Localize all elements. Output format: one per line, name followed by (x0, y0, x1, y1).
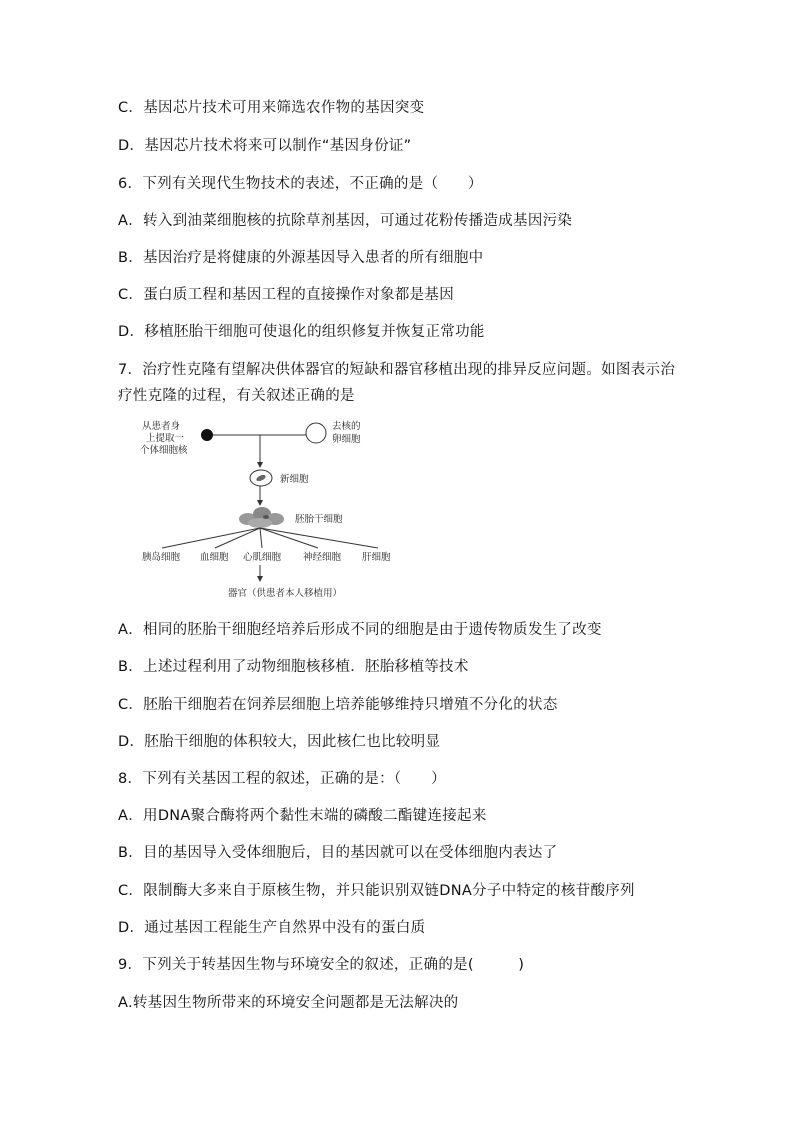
option-8b: B．目的基因导入受体细胞后，目的基因就可以在受体细胞内表达了 (118, 845, 558, 861)
option-6d: D．移植胚胎干细胞可使退化的组织修复并恢复正常功能 (118, 324, 485, 340)
egg-label-1: 去核的 (332, 421, 361, 432)
arrow-head (257, 462, 263, 468)
egg-label-2: 卵细胞 (332, 434, 361, 445)
option-8d: D．通过基因工程能生产自然界中没有的蛋白质 (118, 920, 426, 936)
option-7a: A．相同的胚胎干细胞经培养后形成不同的细胞是由于遗传物质发生了改变 (118, 622, 602, 638)
option-7d: D．胚胎干细胞的体积较大，因此核仁也比较明显 (118, 734, 441, 750)
option-8c: C．限制酶大多来自于原核生物，并只能识别双链DNA分子中特定的核苷酸序列 (118, 883, 635, 899)
nucleus-dot (201, 429, 213, 441)
question-7: 7．治疗性克隆有望解决供体器官的短缺和器官移植出现的排异反应问题。如图表示治 (118, 362, 676, 378)
option-9a: A.转基因生物所带来的环境安全问题都是无法解决的 (118, 995, 459, 1011)
option-7b: B．上述过程利用了动物细胞核移植．胚胎移植等技术 (118, 659, 469, 675)
question-9: 9．下列关于转基因生物与环境安全的叙述，正确的是( ) (118, 957, 525, 973)
stem-cell-label: 胚胎干细胞 (295, 514, 343, 525)
arrow-head (257, 576, 263, 582)
option-6b: B．基因治疗是将健康的外源基因导入患者的所有细胞中 (118, 250, 484, 266)
option-5d: D．基因芯片技术将来可以制作“基因身份证” (118, 138, 412, 154)
source-label-2: 上提取一 (146, 433, 185, 444)
option-5c: C．基因芯片技术可用来筛选农作物的基因突变 (118, 100, 425, 116)
differentiation-arrows (162, 528, 378, 548)
option-8a: A．用DNA聚合酶将两个黏性末端的磷酸二酯键连接起来 (118, 808, 487, 824)
cell-type-nerve: 神经细胞 (303, 552, 342, 563)
stem-cell-cluster (239, 507, 284, 528)
option-6c: C．蛋白质工程和基因工程的直接操作对象都是基因 (118, 287, 455, 303)
option-7c: C．胚胎干细胞若在饲养层细胞上培养能够维持只增殖不分化的状态 (118, 697, 558, 713)
question-6: 6．下列有关现代生物技术的表述，不正确的是（ ） (118, 176, 483, 192)
question-7-cont: 疗性克隆的过程，有关叙述正确的是 (118, 388, 355, 404)
therapeutic-cloning-diagram (140, 418, 440, 604)
cell-type-blood: 血细胞 (200, 552, 229, 563)
question-8: 8．下列有关基因工程的叙述，正确的是：（ ） (118, 771, 446, 787)
organ-label: 器官（供患者本人移植用） (228, 588, 343, 599)
cell-type-liver: 肝细胞 (362, 552, 391, 563)
source-label-3: 个体细胞核 (140, 445, 188, 456)
new-cell-label: 新细胞 (280, 474, 309, 485)
arrow-head (257, 500, 263, 506)
enucleated-egg (306, 423, 326, 443)
cell-type-cardiac: 心肌细胞 (243, 552, 282, 563)
source-label-1: 从患者身 (142, 421, 181, 432)
cell-type-islet: 胰岛细胞 (142, 552, 181, 563)
option-6a: A．转入到油菜细胞核的抗除草剂基因，可通过花粉传播造成基因污染 (118, 213, 573, 229)
